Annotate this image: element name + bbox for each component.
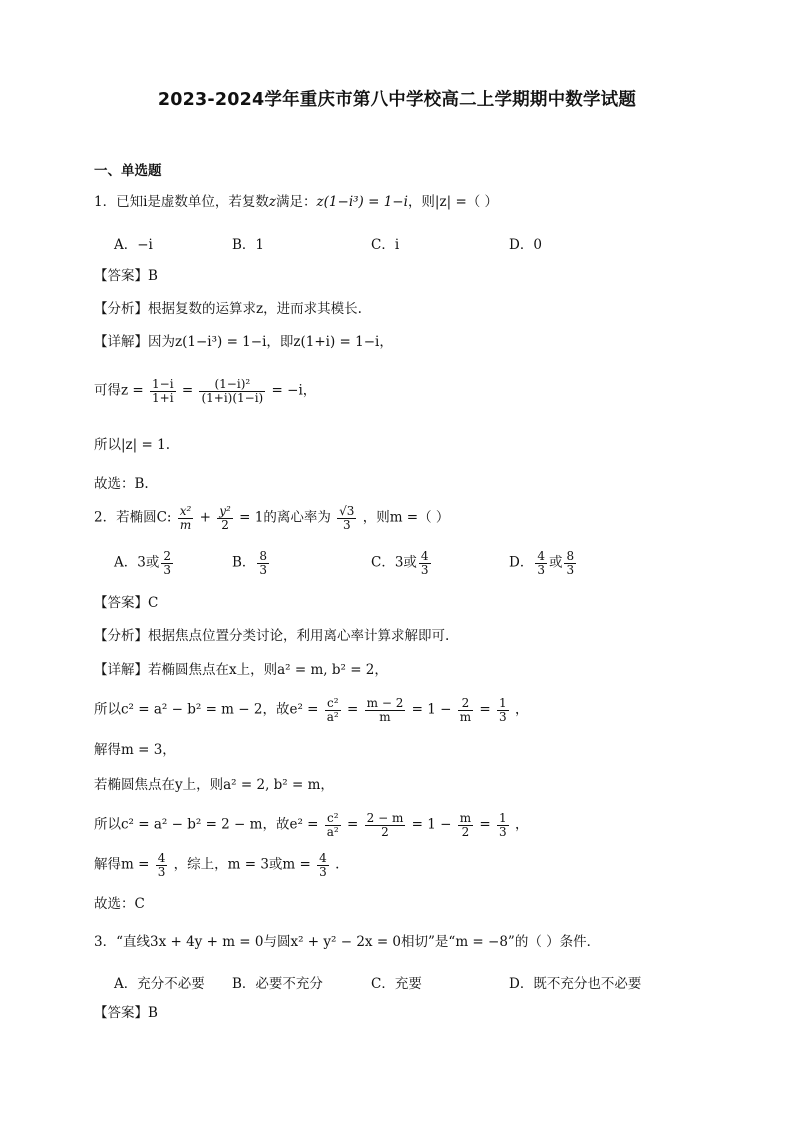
q2-stem-post: ，则m =（ ） <box>362 509 450 526</box>
q2-option-b: B． $\frac{8}{3}$ <box>232 549 268 577</box>
q1-detail-2 <box>94 378 316 404</box>
q3-answer: 【答案】B <box>94 1005 158 1021</box>
q1-answer: 【答案】B <box>94 268 158 284</box>
q2-stem-mid: = 1的离心率为 <box>239 509 331 526</box>
question-2-stem <box>94 505 449 531</box>
q1-stem-post: ，则|z| =（ ） <box>407 194 499 210</box>
q1-stem-pre: 1．已知i是虚数单位，若复数 <box>94 194 269 210</box>
q3-option-c: C．充要 <box>371 976 422 992</box>
q2-detail-2: 所以c² = a² − b² = m − 2，故e² = $\frac{\text{c²}}{\text{a²}}$ = $\frac{m - 2}{m}$ = 1 − $\frac{2}{m}$ = $\frac{1}{3}$ ， <box>94 696 529 724</box>
q2-detail-4: 若椭圆焦点在y上，则a² = 2, b² = m， <box>94 777 334 793</box>
q1-analysis <box>94 301 362 317</box>
q2-analysis: 【分析】根据焦点位置分类讨论，利用离心率计算求解即可. <box>94 628 450 644</box>
q1-fraction-2: $\frac{\text{(1−i)²}}{(1+i)(1-i)}$ <box>201 377 264 405</box>
page-title: 2023-2024学年重庆市第八中学校高二上学期期中数学试题 <box>157 90 637 110</box>
q2-frac-y: $\frac{\text{y²}}{2}$ <box>219 504 231 532</box>
question-3-stem: 3．“直线3x + 4y + m = 0与圆x² + y² − 2x = 0相切”是“m = −8”的（ ）条件． <box>94 934 601 950</box>
q2-choose: 故选：C <box>94 896 145 912</box>
q1-detail-1 <box>94 334 393 350</box>
q1-stem-z: z <box>268 194 277 210</box>
q1-detail-2-eq: = <box>181 382 194 399</box>
q2-plus: + <box>199 509 211 526</box>
q1-detail-tag: 【详解】 <box>94 334 148 350</box>
q2-detail-3: 解得m = 3， <box>94 742 176 758</box>
question-1-stem <box>94 194 498 210</box>
q2-detail-5: 所以c² = a² − b² = 2 − m，故e² = $\frac{\text{c²}}{\text{a²}}$ = $\frac{2 - m}{2}$ = 1 − $\frac{m}{2}$ = $\frac{1}{3}$ ， <box>94 811 529 839</box>
q1-stem-expr: z(1−i³) = 1−i <box>316 194 408 210</box>
q1-option-a: A．−i <box>114 237 153 253</box>
q1-detail-2-pre: 可得z = <box>94 382 144 399</box>
q2-frac-x: $\frac{\text{x²}}{m}$ <box>179 504 192 532</box>
q1-option-d: D．0 <box>509 237 542 253</box>
q2-answer: 【答案】C <box>94 595 159 611</box>
q2-option-d: D． $\frac{4}{3}$ 或 $\frac{8}{3}$ <box>509 549 575 577</box>
q2-frac-ecc: $\frac{√3}{3}$ <box>339 504 355 532</box>
q2-detail-1: 【详解】若椭圆焦点在x上，则a² = m, b² = 2， <box>94 662 388 678</box>
q2-option-a: A．3或 $\frac{2}{3}$ <box>114 549 171 577</box>
q1-analysis-tag: 【分析】 <box>94 301 148 317</box>
q1-detail-2-post: = −i， <box>271 382 317 399</box>
q3-option-d: D．既不充分也不必要 <box>509 976 642 992</box>
q1-detail-1-text: 因为z(1−i³) = 1−i，即z(1+i) = 1−i， <box>148 334 393 350</box>
q2-detail-6: 解得m = $\frac{4}{3}$ ，综上，m = 3或m = $\frac{4}{3}$ . <box>94 851 340 879</box>
q1-fraction-1: $\frac{1-i}{1+i}$ <box>152 377 174 405</box>
q3-option-b: B．必要不充分 <box>232 976 323 992</box>
q1-analysis-text: 根据复数的运算求z，进而求其模长. <box>148 301 362 317</box>
q1-detail-3: 所以|z| = 1. <box>94 437 170 453</box>
q2-stem-pre: 2．若椭圆C: <box>94 509 172 526</box>
q2-option-c: C．3或 $\frac{4}{3}$ <box>371 549 429 577</box>
section-heading: 一、单选题 <box>94 163 162 179</box>
q1-option-c: C．i <box>371 237 400 253</box>
q1-option-b: B．1 <box>232 237 265 253</box>
q1-stem-mid: 满足： <box>276 194 317 210</box>
q1-choose: 故选：B. <box>94 476 149 492</box>
q3-option-a: A．充分不必要 <box>114 976 205 992</box>
